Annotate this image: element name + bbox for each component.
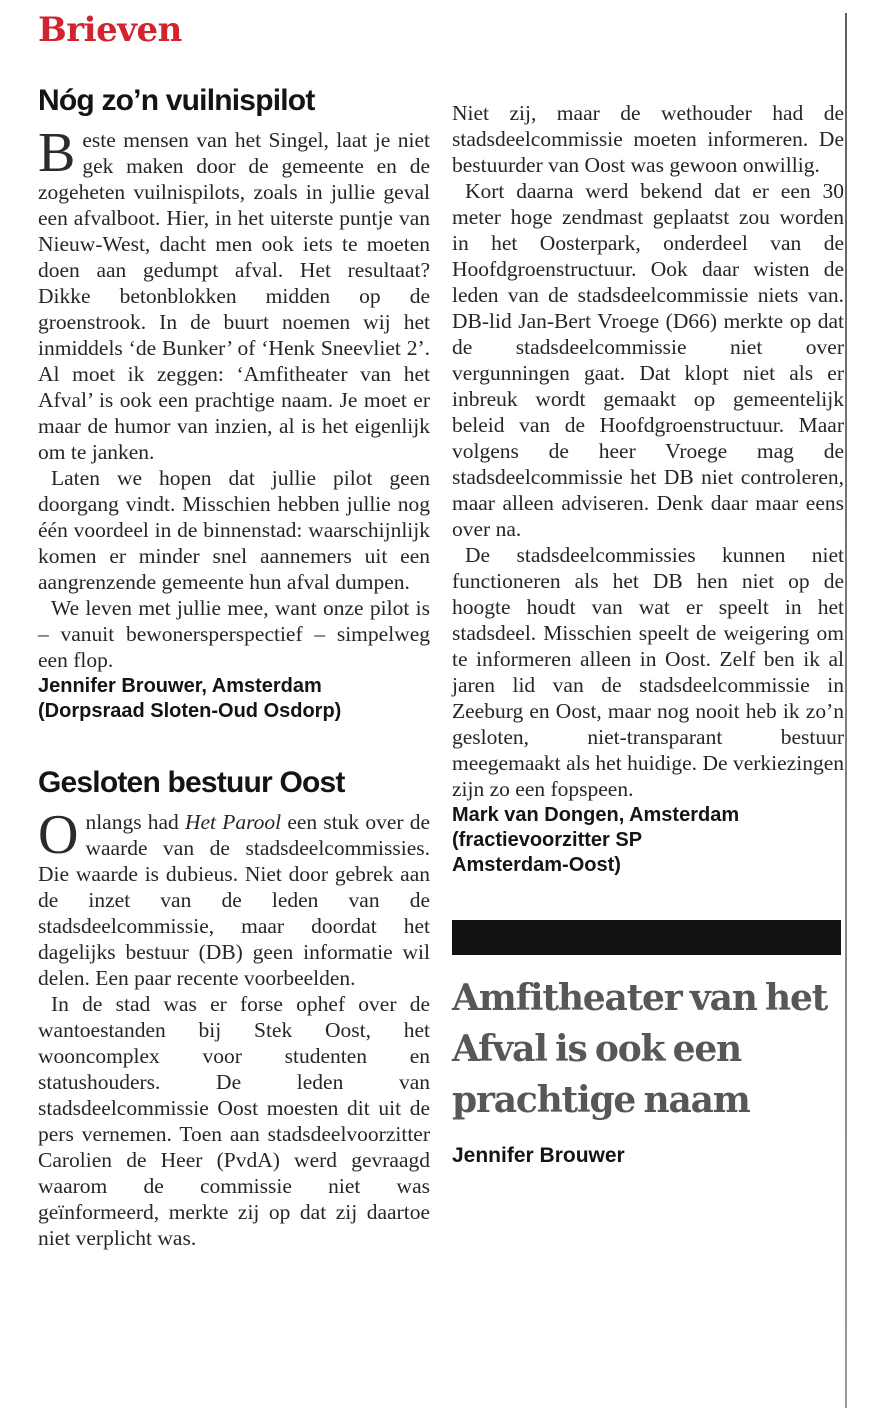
drop-cap-b: B xyxy=(38,122,76,184)
pull-quote-bar xyxy=(452,920,841,955)
letter2-paragraph-4: Kort daarna werd bekend dat er een 30 meter hoge zendmast geplaatst zou worden in het Oosterpark, onderdeel van de Hoofdgroenstructuur. Ook daar wisten de leden van de stadsdeelcommissie niets van. DB-lid Jan-Bert Vroege (D66) merkte op dat de stadsdeelcommissie niet over vergunningen gaat. Dat klopt niet als er inbreuk wordt gemaakt op gemeentelijk beleid van de Hoofdgroenstructuur. Maar volgens de heer Vroege mag de stadsdeelcommissie het DB niet controleren, maar alleen adviseren. Denk daar maar eens over na. xyxy=(452,179,844,541)
letter1-paragraph-3: We leven met jullie mee, want onze pilot is – vanuit bewonersperspectief – simpelweg een flop. xyxy=(38,596,430,672)
pull-quote-text: Amfitheater van het Afval is ook een prachtige naam xyxy=(452,977,828,1121)
column-left xyxy=(38,84,430,1251)
letter2-signature xyxy=(452,803,844,878)
letter2-paragraph-3: Niet zij, maar de wethouder had de stadsdeelcommissie moeten informeren. De bestuurder van Oost was gewoon onwillig. xyxy=(452,101,844,177)
letter2-signature-line-2: (fractievoorzitter SP xyxy=(452,829,643,851)
letter1-signature xyxy=(38,674,430,724)
pull-quote-block xyxy=(452,920,844,1168)
letter1-paragraph-1-text: este mensen van het Singel, laat je niet gek maken door de gemeente en de zogeheten vuilnispilots, zoals in jullie geval een afvalboot. Hier, in het uiterste puntje van Nieuw-West, dacht men ook iets te moeten doen aan gedumpt afval. Het resultaat? Dikke betonblokken midden op de groenstrook. In de buurt noemen wij het inmiddels ‘de Bunker’ of ‘Henk Sneevliet 2’. Al moet ik zeggen: ‘Amfitheater van het Afval’ is ook een prachtige naam. Je moet er maar de humor van inzien, al is het eigenlijk om te janken. xyxy=(38,128,430,464)
newspaper-name-italic: Het Parool xyxy=(184,810,282,834)
section-title: Brieven xyxy=(38,10,182,50)
letter2-paragraph-1 xyxy=(38,804,431,991)
letter1-signature-line-2: (Dorpsraad Sloten-Oud Osdorp) xyxy=(38,700,342,722)
letter2-signature-line-3: Amsterdam-Oost) xyxy=(452,854,621,876)
letter2-paragraph-1-pre: nlangs had xyxy=(85,810,185,834)
letter1-signature-line-1: Jennifer Brouwer, Amsterdam xyxy=(38,675,322,697)
letter2-signature-line-1: Mark van Dongen, Amsterdam xyxy=(452,804,740,826)
letter1-paragraph-2: Laten we hopen dat jullie pilot geen doorgang vindt. Misschien hebben jullie nog één voordeel in de binnenstad: waarschijnlijk komen er minder snel aannemers uit een aangrenzende gemeente hun afval dumpen. xyxy=(38,466,430,594)
letter-gesloten-bestuur-continued xyxy=(452,100,844,878)
pull-quote-attribution: Jennifer Brouwer xyxy=(452,1144,625,1167)
column-right xyxy=(452,100,844,1168)
letter2-paragraph-1-post: een stuk over de waarde van de stadsdeelcommissies. Die waarde is dubieus. Niet door gebrek aan de inzet van de leden van de stadsdeelcommissie, maar doordat het dagelijks bestuur (DB) geen informatie wil delen. Een paar recente voorbeelden. xyxy=(38,810,431,990)
letter2-paragraph-5: De stadsdeelcommissies kunnen niet functioneren als het DB hen niet op de hoogte houdt van wat er speelt in het stadsdeel. Misschien speelt de weigering om te informeren alleen in Oost. Zelf ben ik al jaren lid van de stadsdeelcommissie in Zeeburg en Oost, maar nog nooit heb ik zo’n gesloten, niet-transparant bestuur meegemaakt als het huidige. De verkiezingen zijn zo een fopspeen. xyxy=(452,543,844,801)
column-divider xyxy=(845,13,847,1408)
letter2-paragraph-2: In de stad was er forse ophef over de wantoestanden bij Stek Oost, het wooncomplex voor studenten en statushouders. De leden van stadsdeelcommissie Oost moesten dit uit de pers vernemen. Toen aan stadsdeelvoorzitter Carolien de Heer (PvdA) werd gevraagd waarom de commissie niet was geïnformeerd, merkte zij op dat zij daartoe niet verplicht was. xyxy=(38,992,430,1250)
letter1-headline: Nóg zo’n vuilnispilot xyxy=(38,84,315,117)
drop-cap-o: O xyxy=(38,804,79,866)
letter1-paragraph-1 xyxy=(38,122,430,465)
letter2-headline: Gesloten bestuur Oost xyxy=(38,766,345,799)
letter-gesloten-bestuur xyxy=(38,766,430,1251)
letter-vuilnispilot xyxy=(38,84,430,724)
